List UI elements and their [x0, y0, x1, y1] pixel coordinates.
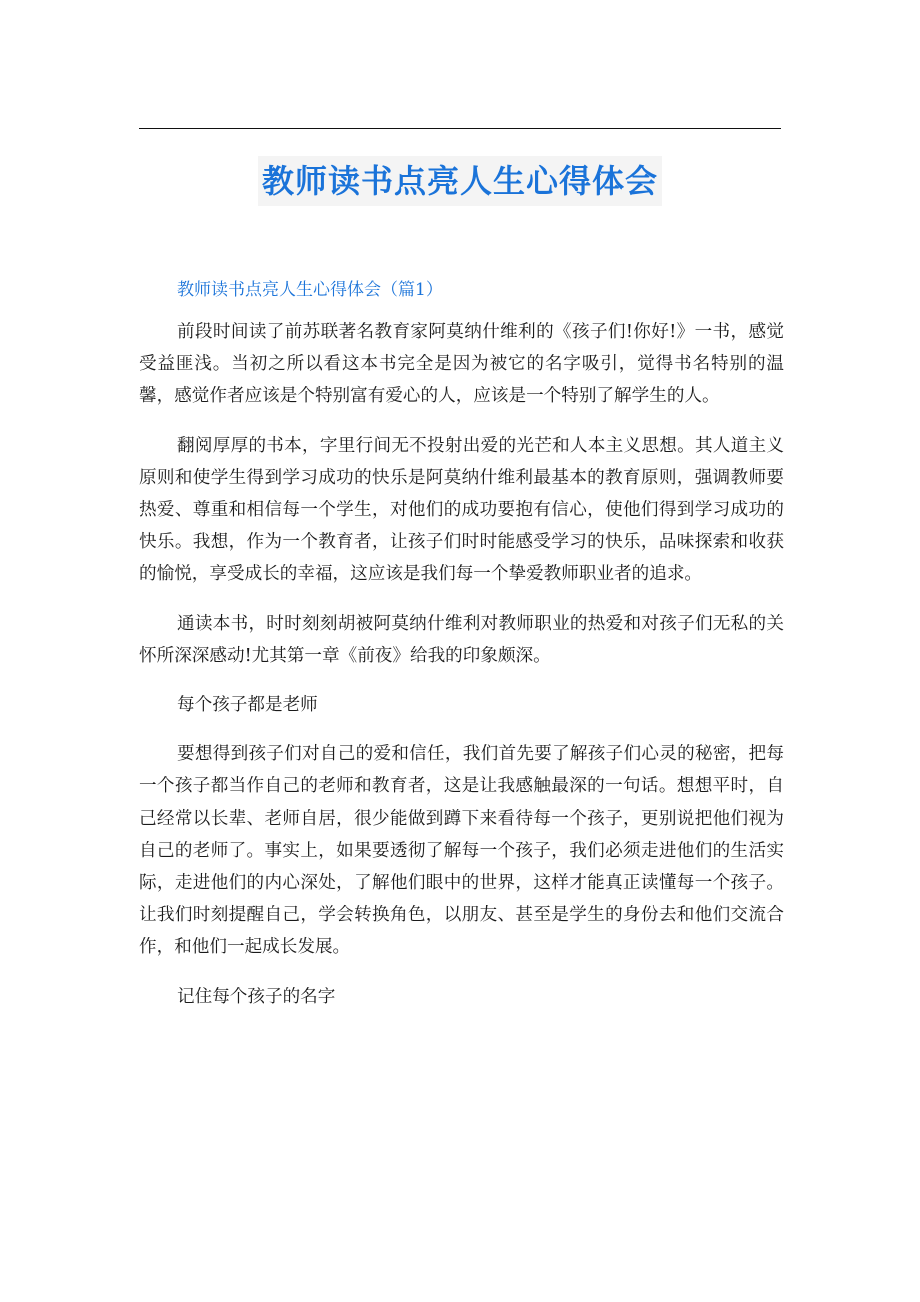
- subheading-every-child-teacher: 每个孩子都是老师: [177, 695, 318, 716]
- document-body: [139, 274, 784, 1030]
- document-title: 教师读书点亮人生心得体会: [258, 156, 662, 206]
- subheading-remember-names: 记住每个孩子的名字: [177, 986, 336, 1007]
- paragraph-2: 翻阅厚厚的书本，字里行间无不投射出爱的光芒和人本主义思想。其人道主义原则和使学生得到学习成功的快乐是阿莫纳什维利最基本的教育原则，强调教师要热爱、尊重和相信每一个学生，对他们的成功要抱有信心，使他们得到学习成功的快乐。我想，作为一个教育者，让孩子们时时能感受学习的快乐，品味探索和收获的愉悦，享受成长的幸福，这应该是我们每一个挚爱教师职业者的追求。: [139, 435, 784, 585]
- paragraph-4: 要想得到孩子们对自己的爱和信任，我们首先要了解孩子们心灵的秘密，把每一个孩子都当作自己的老师和教育者，这是让我感触最深的一句话。想想平时，自己经常以长辈、老师自居，很少能做到蹲下来看待每一个孩子，更别说把他们视为自己的老师了。事实上，如果要透彻了解每一个孩子，我们必须走进他们的生活实际，走进他们的内心深处，了解他们眼中的世界，这样才能真正读懂每一个孩子。让我们时刻提醒自己，学会转换角色，以朋友、甚至是学生的身份去和他们交流合作，和他们一起成长发展。: [139, 744, 784, 958]
- section-heading: 教师读书点亮人生心得体会（篇1）: [177, 280, 443, 300]
- paragraph-3: 通读本书，时时刻刻胡被阿莫纳什维利对教师职业的热爱和对孩子们无私的关怀所深深感动!尤其第一章《前夜》给我的印象颇深。: [139, 613, 784, 666]
- paragraph-1: 前段时间读了前苏联著名教育家阿莫纳什维利的《孩子们!你好!》一书，感觉受益匪浅。当初之所以看这本书完全是因为被它的名字吸引，觉得书名特别的温馨，感觉作者应该是个特别富有爱心的人，应该是一个特别了解学生的人。: [139, 322, 784, 407]
- title-container: [0, 156, 920, 206]
- header-rule: [139, 128, 781, 129]
